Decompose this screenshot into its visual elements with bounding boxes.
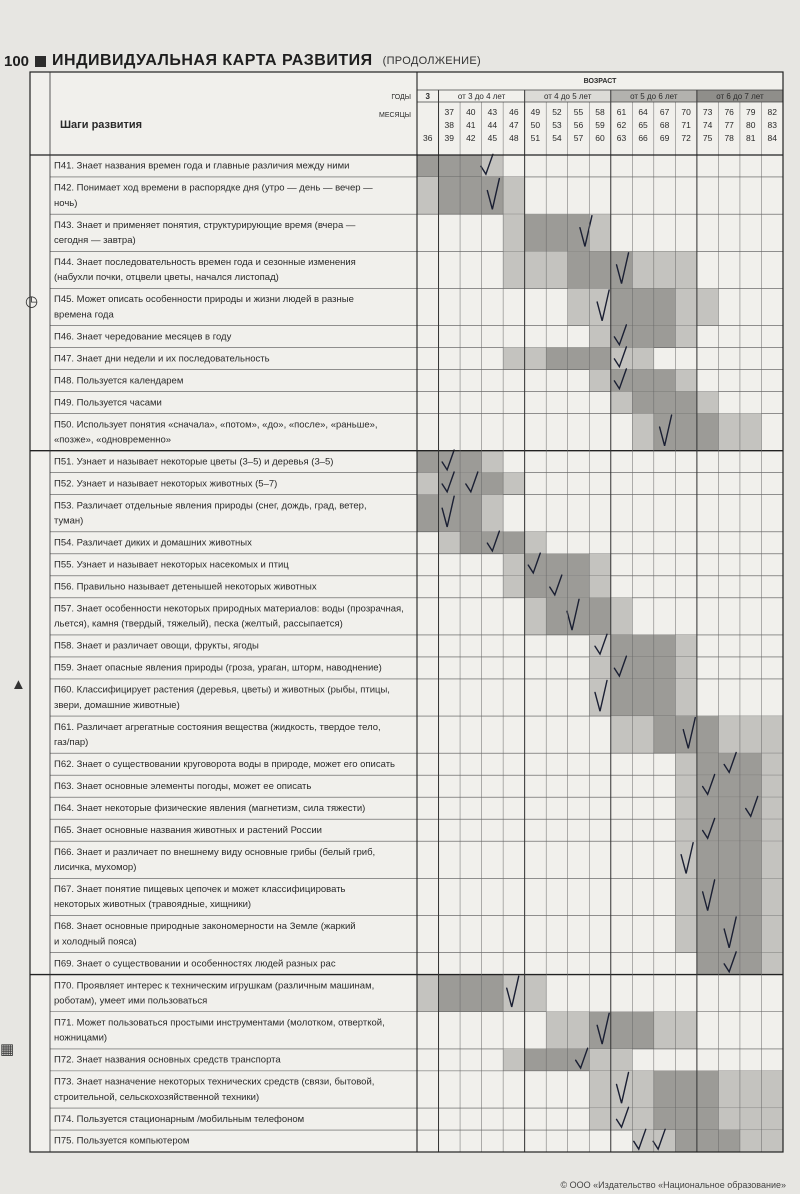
- step-text: сегодня — завтра): [54, 235, 136, 247]
- month-number: 79: [745, 107, 756, 117]
- step-text: П65. Знает основные названия животных и растений России: [54, 824, 322, 836]
- step-text: и холодный пояса): [54, 936, 137, 948]
- step-text: П43. Знает и применяет понятия, структурирующие время (вчера —: [54, 219, 356, 231]
- step-text: П57. Знает особенности некоторых природных материалов: воды (прозрачная,: [54, 603, 404, 615]
- step-text: П46. Знает чередование месяцев в году: [54, 331, 232, 343]
- page-subtitle: (ПРОДОЛЖЕНИЕ): [382, 55, 481, 67]
- row-shaded-band-dark: [611, 288, 676, 325]
- age-group-label: от 3 до 4 лет: [457, 92, 506, 101]
- age-group-label: от 5 до 6 лет: [630, 92, 678, 101]
- step-text: ночь): [54, 197, 78, 209]
- month-number: 71: [681, 120, 691, 130]
- row-shaded-band-dark: [439, 177, 504, 214]
- step-text: туман): [54, 515, 84, 527]
- month-number: 63: [616, 133, 627, 143]
- step-text: газ/пар): [54, 736, 89, 748]
- step-text: П70. Проявляет интерес к техническим игрушкам (различным машинам,: [54, 980, 375, 992]
- month-number: 82: [767, 107, 777, 117]
- step-text: П73. Знает назначение некоторых технических средств (связи, бытовой,: [54, 1076, 375, 1088]
- month-number: 60: [595, 133, 605, 143]
- step-text: П56. Правильно называет детенышей некоторых животных: [54, 581, 317, 593]
- row-shaded-band-dark: [568, 251, 633, 288]
- step-text: П53. Различает отдельные явления природы (снег, дождь, град, ветер,: [54, 500, 367, 512]
- step-text: П71. Может пользоваться простыми инструментами (молотком, отверткой,: [54, 1017, 385, 1029]
- month-number: 64: [638, 107, 648, 117]
- row-shaded-band-dark: [439, 975, 504, 1012]
- month-number: 81: [745, 133, 756, 143]
- step-text: П51. Узнает и называет некоторые цветы (3–5) и деревья (3–5): [54, 456, 334, 468]
- month-number: 61: [616, 107, 627, 117]
- month-number: 50: [530, 120, 541, 130]
- years-label: ГОДЫ: [391, 94, 411, 101]
- month-number: 39: [444, 133, 455, 143]
- step-text: некоторых животных (травоядные, хищники): [54, 899, 252, 911]
- month-number: 80: [745, 120, 756, 130]
- step-text: П69. Знает о существовании и особенностях людей разных рас: [54, 958, 336, 970]
- step-text: «позже», «одновременно»: [54, 434, 172, 446]
- month-number: 43: [487, 107, 498, 117]
- month-number: 83: [767, 120, 777, 130]
- row-shaded-band-dark: [611, 679, 676, 716]
- step-text: П59. Знает опасные явления природы (гроза, ураган, шторм, наводнение): [54, 662, 382, 674]
- month-number: 68: [659, 120, 670, 130]
- month-number: 40: [466, 107, 476, 117]
- row-shaded-band-dark: [546, 348, 611, 370]
- age-label: ВОЗРАСТ: [583, 78, 617, 85]
- step-text: льется), камня (твердый, тяжелый), песка (желтый, рассыпается): [54, 618, 343, 630]
- month-number: 75: [702, 133, 713, 143]
- row-shaded-band-dark: [525, 214, 590, 251]
- step-text: ножницами): [54, 1032, 108, 1044]
- step-text: П75. Пользуется компьютером: [54, 1135, 190, 1147]
- page-number: 100: [4, 52, 30, 70]
- row-shaded-band-dark: [654, 716, 719, 753]
- row-shaded-band-dark: [675, 1130, 740, 1152]
- page-title: ИНДИВИДУАЛЬНАЯ КАРТА РАЗВИТИЯ: [52, 52, 373, 69]
- step-text: П67. Знает понятие пищевых цепочек и может классифицировать: [54, 884, 346, 896]
- month-number: 73: [702, 107, 713, 117]
- step-text: П63. Знает основные элементы погоды, может ее описать: [54, 780, 312, 792]
- step-text: П50. Использует понятия «сначала», «потом», «до», «после», «раньше»,: [54, 419, 378, 431]
- month-number: 76: [724, 107, 734, 117]
- row-shaded-band-dark: [654, 414, 719, 451]
- month-number: 57: [573, 133, 584, 143]
- month-number: 36: [423, 133, 433, 143]
- row-shaded-band-dark: [697, 841, 762, 878]
- row-shaded-band-dark: [611, 635, 676, 657]
- row-shaded-band-dark: [611, 370, 676, 392]
- months-label: МЕСЯЦЫ: [379, 112, 411, 119]
- month-number: 48: [509, 133, 519, 143]
- age-group-label: от 4 до 5 лет: [544, 92, 592, 101]
- month-number: 55: [573, 107, 584, 117]
- step-text: П66. Знает и различает по внешнему виду основные грибы (белый гриб,: [54, 846, 376, 858]
- steps-header: Шаги развития: [60, 119, 143, 131]
- month-number: 49: [530, 107, 541, 117]
- month-number: 52: [552, 107, 562, 117]
- step-text: П49. Пользуется часами: [54, 397, 162, 409]
- step-text: П58. Знает и различает овощи, фрукты, ягоды: [54, 640, 259, 652]
- step-text: звери, домашние животные): [54, 699, 180, 711]
- step-text: П72. Знает названия основных средств транспорта: [54, 1054, 281, 1066]
- month-number: 70: [681, 107, 691, 117]
- page-footer: © ООО «Издательство «Национальное образование»: [560, 1180, 786, 1190]
- step-text: П61. Различает агрегатные состояния вещества (жидкость, твердое тело,: [54, 721, 381, 733]
- step-text: П55. Узнает и называет некоторых насекомых и птиц: [54, 559, 289, 571]
- clock-icon: ◷: [25, 293, 39, 310]
- month-number: 77: [724, 120, 734, 130]
- month-number: 54: [552, 133, 562, 143]
- step-text: П64. Знает некоторые физические явления (магнетизм, сила тяжести): [54, 802, 366, 814]
- month-number: 65: [638, 120, 648, 130]
- month-number: 51: [530, 133, 541, 143]
- month-number: 38: [444, 120, 455, 130]
- month-number: 45: [487, 133, 498, 143]
- month-number: 53: [552, 120, 562, 130]
- row-shaded-band-dark: [417, 495, 482, 532]
- month-number: 67: [659, 107, 670, 117]
- step-text: (набухли почки, отцвели цветы, начался листопад): [54, 272, 279, 284]
- tree-icon: ▲: [11, 676, 26, 693]
- month-number: 37: [444, 107, 455, 117]
- month-number: 78: [724, 133, 734, 143]
- step-text: П44. Знает последовательность времен года и сезонные изменения: [54, 257, 356, 269]
- step-text: П60. Классифицирует растения (деревья, цветы) и животных (рыбы, птицы,: [54, 684, 390, 696]
- month-number: 59: [595, 120, 605, 130]
- row-shaded-band-dark: [611, 657, 676, 679]
- row-shaded-band-dark: [525, 554, 590, 576]
- row-shaded-band-dark: [611, 326, 676, 348]
- row-shaded-band-dark: [632, 392, 697, 414]
- step-text: П54. Различает диких и домашних животных: [54, 537, 252, 549]
- age-group-label: 3: [425, 92, 430, 101]
- step-text: строительной, сельскохозяйственной техники): [54, 1091, 260, 1103]
- month-number: 62: [616, 120, 627, 130]
- row-shaded-band-dark: [654, 1108, 719, 1130]
- month-number: 66: [638, 133, 648, 143]
- month-number: 58: [595, 107, 605, 117]
- step-text: П45. Может описать особенности природы и жизни людей в разные: [54, 294, 354, 306]
- step-text: П68. Знает основные природные закономерности на Земле (жаркий: [54, 921, 356, 933]
- month-number: 56: [573, 120, 584, 130]
- row-shaded-band-dark: [417, 155, 482, 177]
- step-text: роботам), умеет ими пользоваться: [54, 995, 208, 1007]
- month-number: 44: [487, 120, 498, 130]
- step-text: П52. Узнает и называет некоторых животных (5–7): [54, 478, 278, 490]
- device-icon: ▦: [0, 1041, 15, 1058]
- step-text: П48. Пользуется календарем: [54, 375, 184, 387]
- month-number: 69: [659, 133, 670, 143]
- month-number: 46: [509, 107, 519, 117]
- step-text: П62. Знает о существовании круговорота воды в природе, может его описать: [54, 758, 395, 770]
- row-shaded-band-dark: [654, 1071, 719, 1108]
- step-text: лисичка, мухомор): [54, 862, 137, 874]
- step-text: П74. Пользуется стационарным /мобильным телефоном: [54, 1113, 305, 1125]
- row-shaded-band-dark: [697, 878, 762, 915]
- step-text: П41. Знает названия времен года и главные различия между ними: [54, 160, 350, 172]
- month-number: 74: [702, 120, 713, 130]
- row-shaded-band-dark: [697, 797, 762, 819]
- month-number: 47: [509, 120, 519, 130]
- month-number: 41: [466, 120, 476, 130]
- month-number: 72: [681, 133, 691, 143]
- step-text: времена года: [54, 309, 114, 321]
- month-number: 84: [767, 133, 777, 143]
- month-number: 42: [466, 133, 476, 143]
- step-text: П47. Знает дни недели и их последовательность: [54, 353, 270, 365]
- step-text: П42. Понимает ход времени в распорядке дня (утро — день — вечер —: [54, 182, 373, 194]
- age-group-label: от 6 до 7 лет: [716, 92, 764, 101]
